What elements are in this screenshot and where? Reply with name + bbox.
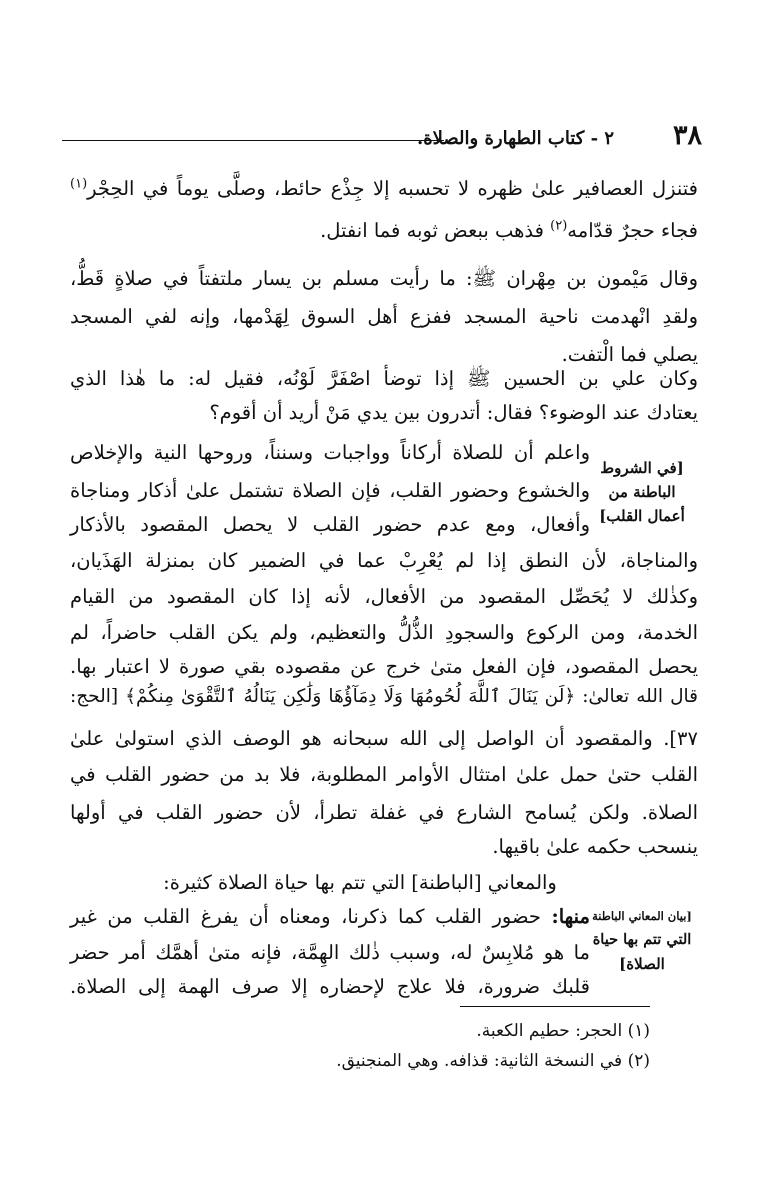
list-lead: منها: [551,905,590,928]
page-header [62,120,702,160]
footnote-1: (١) الحجر: حطيم الكعبة. [476,1021,650,1041]
body-line: الصلاة. ولكن يُسامح الشارع في غفلة تطرأ، لأن حضور القلب في أولها [70,801,698,824]
body-line: قلبك ضرورة، فلا علاج لإحضاره إلا صرف الهمة إلى الصلاة. [70,975,590,998]
body-line: وكذٰلك لا يُحَصِّل المقصود من الأفعال، لأنه إذا كان المقصود من القيام [70,585,698,608]
quran-verse-line: قال الله تعالىٰ: ﴿لَن يَنَالَ ٱللَّهَ لُحُومُهَا وَلَا دِمَآؤُهَا وَلَٰكِن يَنَالُهُ ٱلتَّقْوَىٰ مِنكُمْ﴾ [الحج: [70,686,698,707]
footnote-ref: (١) [70,176,88,192]
footnote-2: (٢) في النسخة الثانية: قذافه. وهي المنجنيق. [336,1051,650,1071]
body-line: وأفعال، ومع عدم حضور القلب لا يحصل المقصود بالأذكار [70,513,590,536]
body-line: والخشوع وحضور القلب، فإن الصلاة تشتمل علىٰ أذكار ومناجاة [70,479,590,502]
margin-note-maani: [بيان المعاني الباطنة التي تتم بها حياة الصلاة] [592,909,692,973]
body-line: ٣٧]. والمقصود أن الواصل إلى الله سبحانه هو الوصف الذي استولىٰ علىٰ [70,727,698,750]
body-line: فجاء حجرٌ قدّامه$^{(٢)}$ فذهب ببعض ثوبه فما انفتل. [320,218,698,242]
body-line: الخدمة، ومن الركوع والسجودِ الذُّلُّ والتعظيم، ولم يكن القلب حاضراً، لم [70,621,698,644]
body-line: وقال مَيْمون بن مِهْران ﷺ: ما رأيت مسلم بن يسار ملتفتاً في صلاةٍ قَطُّ، [70,267,698,290]
body-line: واعلم أن للصلاة أركاناً وواجبات وسنناً، وروحها النية والإخلاص [70,441,590,464]
body-line: يعتادك عند الوضوء؟ فقال: أتدرون بين يدي مَنْ أريد أن أقوم؟ [209,401,698,424]
body-line: ولقدِ انْهدمت ناحية المسجد ففزع أهل السوق لِهَدْمها، وإنه لفي المسجد [70,305,698,328]
body-line: يحصل المقصود، فإن الفعل متىٰ خرج عن مقصوده بقي صورة لا اعتبار بها. [70,655,698,678]
footnote-rule [460,1006,650,1007]
body-line: وكان علي بن الحسين ﷺ إذا توضأ اصْفَرَّ لَوْنُه، فقيل له: ما هٰذا الذي [70,367,698,390]
margin-note-shurut: [في الشروط الباطنة من أعمال القلب] [599,459,685,525]
running-title: ٢ - كتاب الطهارة والصلاة. [416,128,614,149]
body-line: ما هو مُلابِسٌ له، وسبب ذٰلك الهِمَّة، فإنه متىٰ أهمَّك أمر حضر [70,941,590,964]
page-number: ٣٨ [672,120,702,151]
body-line: ينسحب حكمه علىٰ باقيها. [492,835,698,858]
body-line: يصلي فما الْتفت. [561,343,698,366]
footnote-ref: (٢) [550,218,568,234]
body-line: القلب حتىٰ حمل علىٰ امتثال الأوامر المطلوبة، فلا بد من حضور القلب في [70,763,698,786]
header-rule [62,140,444,141]
body-line: والمعاني [الباطنة] التي تتم بها حياة الصلاة كثيرة: [163,871,557,894]
body-line: والمناجاة، لأن النطق إذا لم يُعْرِبْ عما في الضمير كان بمنزلة الهَذَيان، [70,549,698,572]
body-line: منها: حضور القلب كما ذكرنا، ومعناه أن يفرغ القلب من غير [70,905,590,928]
body-line: فتنزل العصافير علىٰ ظهره لا تحسبه إلا جِذْع حائط، وصلَّى يوماً في الحِجْر$^{(١)}$ [70,176,698,200]
